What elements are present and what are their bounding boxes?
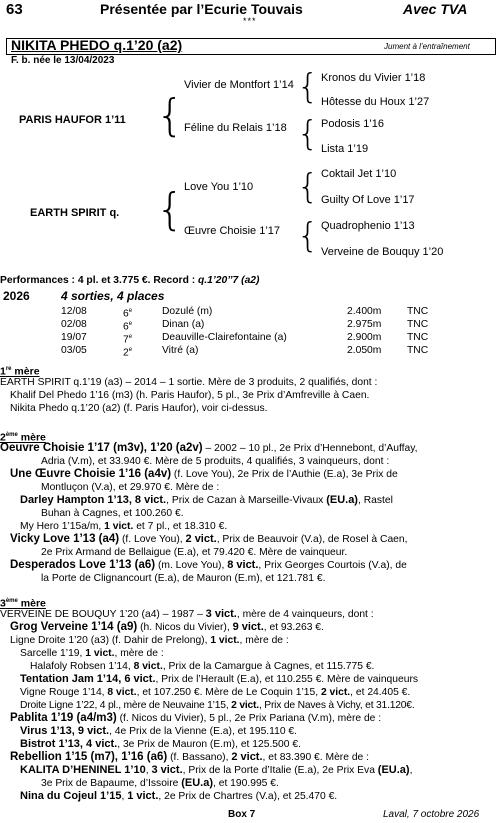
pedigree-sire-sire: Vivier de Montfort 1’14 <box>184 79 294 91</box>
pedigree-sire: PARIS HAUFOR 1’11 <box>19 114 126 126</box>
pedigree-ss-sire: Kronos du Vivier 1’18 <box>321 72 426 84</box>
sale-place-date: Laval, 7 octobre 2026 <box>383 809 480 820</box>
third-dam-line: Nina du Cojeul 1’15, 1 vict., 2e Prix de Chartres (V.a), et 25.470 €. <box>20 790 338 802</box>
third-dam-line: Tentation Jam 1’14, 6 vict., Prix de l’Herault (E.a), et 110.255 €. Mère de vainqueurs <box>20 673 419 685</box>
race-track: Deauville-Clairefontaine (a) <box>162 332 287 343</box>
race-date: 12/08 <box>61 306 87 317</box>
horse-birth: F. b. née le 13/04/2023 <box>11 55 115 66</box>
third-dam-line: 3e Prix de Bapaume, d’Issoire (EU.a), et 190.995 €. <box>41 777 279 789</box>
second-dam-line: Une Œuvre Choisie 1’16 (a4v) (f. Love You), 2e Prix de l’Authie (E.a), 3e Prix de <box>10 468 398 480</box>
race-distance: 2.975m <box>347 319 382 330</box>
race-distance: 2.400m <box>347 306 382 317</box>
pedigree-dam-sire: Love You 1’10 <box>184 181 254 193</box>
pedigree-dam-dam: Œuvre Choisie 1’17 <box>184 225 280 237</box>
page-number: 63 <box>6 1 23 18</box>
race-distance: 2.050m <box>347 345 382 356</box>
brace-icon: { <box>297 167 319 207</box>
pedigree-ss-dam: Hôtesse du Houx 1’27 <box>321 96 430 108</box>
section-third-dam: 3ème mère <box>0 597 46 610</box>
third-dam-line: KALITA D’HENINEL 1’10, 3 vict., Prix de la Porte d’Italie (E.a), 2e Prix Eva (EU.a), <box>20 764 413 776</box>
race-track: Dinan (a) <box>162 319 205 330</box>
third-dam-line: Ligne Droite 1’20 (a3) (f. Dahir de Prelong), 1 vict., mère de : <box>10 635 289 646</box>
second-dam-line: 2e Prix Armand de Bellaigue (E.a), et 79.420 €. Mère de vainqueur. <box>41 547 348 558</box>
third-dam-line: Grog Verveine 1’14 (a9) (h. Nicos du Vivier), 9 vict., et 93.263 €. <box>10 621 324 633</box>
race-type: TNC <box>407 345 429 356</box>
third-dam-line: VERVEINE DE BOUQUY 1’20 (a4) – 1987 – 3 vict., mère de 4 vainqueurs, dont : <box>0 608 374 620</box>
horse-name: NIKITA PHEDO q.1’20 (a2) <box>11 37 183 53</box>
second-dam-line: Desperados Love 1’13 (a6) (m. Love You), 8 vict., Prix Georges Courtois (V.a), de <box>10 559 407 571</box>
first-dam-line: EARTH SPIRIT q.1’19 (a3) – 2014 – 1 sortie. Mère de 3 produits, 2 qualifiés, dont : <box>0 377 378 388</box>
race-place: 2e <box>123 347 133 359</box>
pedigree-ds-sire: Coktail Jet 1’10 <box>321 168 397 180</box>
second-dam-line: Adria (V.m), et 33.940 €. Mère de 5 produits, 4 qualifiés, 3 vainqueurs, dont : <box>41 456 390 467</box>
race-place: 7e <box>123 334 133 346</box>
brace-icon: { <box>297 114 319 154</box>
third-dam-line: Vigne Rouge 1’14, 8 vict., et 107.250 €. Mère de Le Coquin 1’15, 2 vict., et 24.405 €. <box>20 687 411 698</box>
third-dam-line: Halafoly Robsen 1’14, 8 vict., Prix de la Camargue à Cagnes, et 115.775 €. <box>30 661 375 672</box>
second-dam-line: la Porte de Clignancourt (E.a), de Mauron (E.m), et 121.781 €. <box>41 573 326 584</box>
brace-icon: { <box>297 67 319 107</box>
race-place: 6e <box>123 308 133 320</box>
third-dam-line: Bistrot 1’13, 4 vict., 3e Prix de Mauron (E.m), et 125.500 €. <box>20 738 301 750</box>
first-dam-line: Khalif Del Phedo 1’16 (m3) (h. Paris Haufor), 5 pl., 3e Prix d’Amfreville à Caen. <box>10 390 370 401</box>
third-dam-line: Pablita 1’19 (a4/m3) (f. Nicos du Vivier), 5 pl., 2e Prix Pariana (V.m), mère de : <box>10 712 382 724</box>
pedigree-ds-dam: Guilty Of Love 1’17 <box>321 194 415 206</box>
race-date: 19/07 <box>61 332 87 343</box>
vat-label: Avec TVA <box>403 1 468 17</box>
race-place: 6e <box>123 321 133 333</box>
brace-icon: { <box>156 90 184 141</box>
second-dam-line: Oeuvre Choisie 1’17 (m3v), 1’20 (a2v) – 2002 – 10 pl., 2e Prix d’Hennebont, d’Auffay, <box>0 442 418 454</box>
race-distance: 2.900m <box>347 332 382 343</box>
pedigree-dd-sire: Quadrophenio 1’13 <box>321 220 415 232</box>
horse-status: Jument à l’entraînement <box>384 42 470 51</box>
first-dam-line: Nikita Phedo q.1’20 (a2) (f. Paris Haufor), voir ci-dessus. <box>10 403 268 414</box>
second-dam-line: Montluçon (V.a), et 29.970 €. Mère de : <box>41 482 220 493</box>
header-stars: *** <box>243 16 257 26</box>
pedigree-dam: EARTH SPIRIT q. <box>30 207 120 219</box>
pedigree-sd-dam: Lista 1’19 <box>321 143 369 155</box>
second-dam-line: Darley Hampton 1’13, 8 vict., Prix de Cazan à Marseille-Vivaux (EU.a), Rastel <box>20 494 393 506</box>
second-dam-line: My Hero 1’15a/m, 1 vict. et 7 pl., et 18.310 €. <box>20 521 228 532</box>
second-dam-line: Vicky Love 1’13 (a4) (f. Love You), 2 vict., Prix de Beauvoir (V.a), de Rosel à Caen, <box>10 533 408 545</box>
third-dam-line: Virus 1’13, 9 vict., 4e Prix de la Vienne (E.a), et 195.110 €. <box>20 725 298 737</box>
race-date: 02/08 <box>61 319 87 330</box>
page-title: Présentée par l’Ecurie Touvais <box>100 1 303 17</box>
pedigree-dd-dam: Verveine de Bouquy 1’20 <box>321 246 444 258</box>
performance-year-summary: 4 sorties, 4 places <box>61 289 165 303</box>
brace-icon: { <box>156 184 184 235</box>
third-dam-line: Sarcelle 1’19, 1 vict., mère de : <box>20 648 164 659</box>
race-date: 03/05 <box>61 345 87 356</box>
third-dam-line: Droite Ligne 1’22, 4 pl., mère de Neuvaine 1’15, 2 vict., Prix de Naves à Vichy, et 31.120€. <box>20 700 415 711</box>
race-type: TNC <box>407 332 429 343</box>
pedigree-sire-dam: Féline du Relais 1’18 <box>184 122 287 134</box>
section-first-dam: 1re mère <box>0 365 40 378</box>
second-dam-line: Buhan à Cagnes, et 100.260 €. <box>41 508 184 519</box>
performance-year: 2026 <box>3 289 30 303</box>
pedigree-sd-sire: Podosis 1’16 <box>321 118 384 130</box>
third-dam-line: Rebellion 1’15 (m7), 1’16 (a6) (f. Bassano), 2 vict., et 83.390 €. Mère de : <box>10 751 369 763</box>
performance-summary: Performances : 4 pl. et 3.775 €. Record : q.1’20’’7 (a2) <box>0 275 260 286</box>
race-track: Dozulé (m) <box>162 306 213 317</box>
section-second-dam: 2ème mère <box>0 431 46 444</box>
race-track: Vitré (a) <box>162 345 199 356</box>
brace-icon: { <box>297 216 319 256</box>
box-number: Box 7 <box>228 809 256 820</box>
race-type: TNC <box>407 319 429 330</box>
race-type: TNC <box>407 306 429 317</box>
